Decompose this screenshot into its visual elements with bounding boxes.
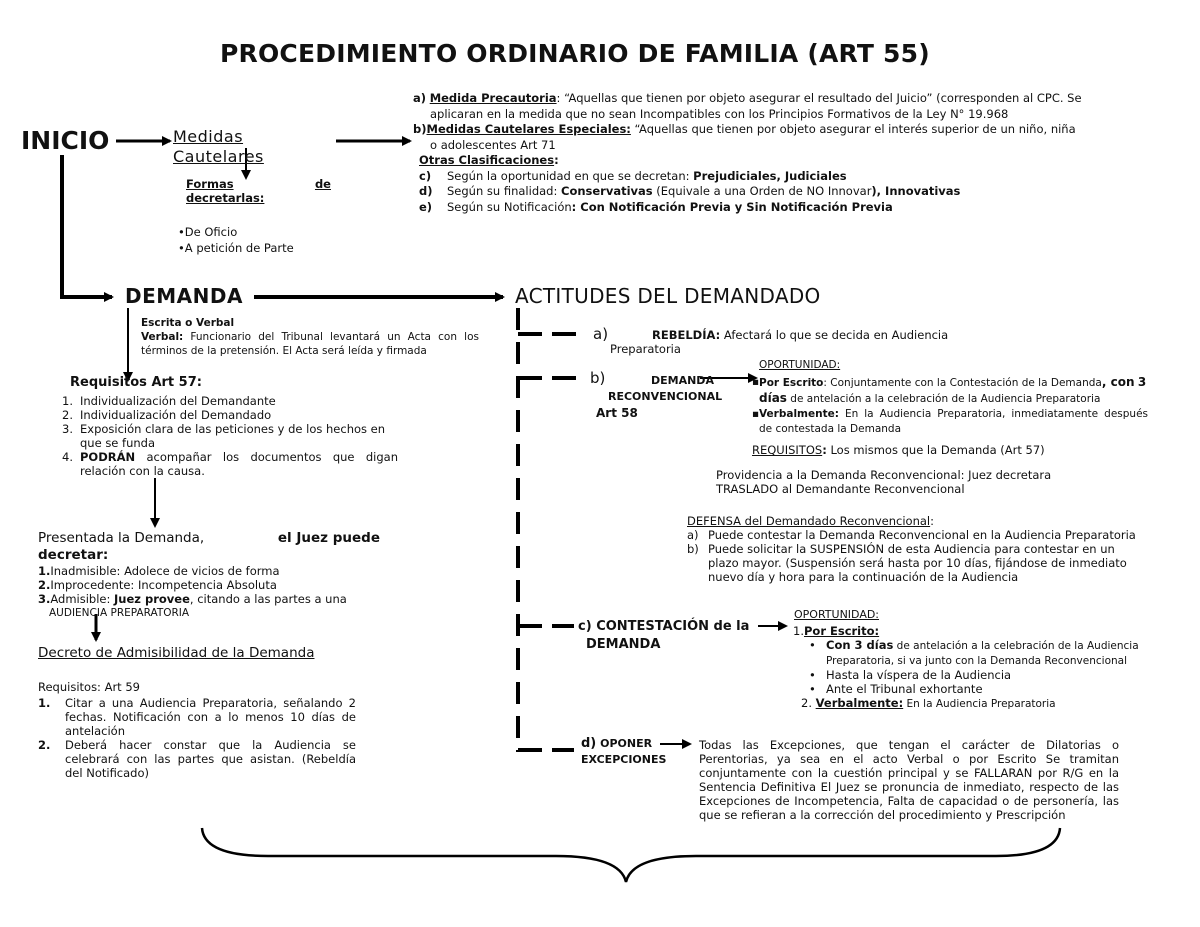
cautelar-block: a) Medida Precautoria: “Aquellas que tienen por objeto asegurar el resultado del Juicio” (corresponden al CPC. Se aplicaran en la medida que no sean Incompatibles con los Principios Formativos de la Ley N° 19.968 b)Medidas Cautelares Especiales: “Aquellas que tienen por objeto asegurar el interés superior de un niño, niña o adolescentes Art 71 Otras Clasificaciones: c) Según la oportunidad en que se decretan: Prejudiciales, Judiciales d) Según su finalidad: Conservativas (Equivale a una Orden de NO Innovar), Innovativas e) Según su Notificación: Con Notificación Previa y Sin Notificación Previa <box>413 91 1082 214</box>
requisitos-heading: Requisitos Art 57: <box>70 375 202 390</box>
list-item: 2. Individualización del Demandado <box>62 408 272 422</box>
inicio-node: INICIO <box>21 126 110 155</box>
contest-node: c) CONTESTACIÓN de la DEMANDA <box>578 619 750 652</box>
medidas-node: Medidas Cautelares <box>173 127 264 166</box>
escrita-block: Escrita o Verbal Verbal: Funcionario del Tribunal levantará un Acta con los términos de la pretensión. El Acta será leída y firmada <box>141 317 479 357</box>
list-item: ▪ Por Escrito: Conjuntamente con la Contestación de la Demanda, con 3 días de antelación a la celebración de la Audiencia Preparatoria <box>752 375 1147 405</box>
decreto-list <box>38 696 356 780</box>
curly-brace <box>202 828 1060 882</box>
list-item: 3. Exposición clara de las peticiones y de los hechos en que se funda <box>62 422 386 450</box>
rebeldia-text2: Preparatoria <box>610 342 681 356</box>
demanda-node: DEMANDA <box>125 284 243 308</box>
rebeldia-letter: a) <box>593 325 609 343</box>
decreto-heading: Decreto de Admisibilidad de la Demanda <box>38 645 315 661</box>
list-item: ▪ Verbalmente: En la Audiencia Preparatoria, inmediatamente después de contestada la Demanda <box>752 408 1148 435</box>
list-item: 1. Citar a una Audiencia Preparatoria, señalando 2 fechas. Notificación con a lo menos 10 días de antelación <box>38 696 356 738</box>
list-item: • Con 3 días de antelación a la celebración de la Audiencia Preparatoria, si va junto con la Demanda Reconvencional <box>809 638 1139 667</box>
reconv-oportunidad: OPORTUNIDAD: <box>759 359 841 371</box>
oponer-node: d) OPONER EXCEPCIONES <box>581 736 667 766</box>
oponer-text: Todas las Excepciones, que tengan el carácter de Dilatorias o Perentorias, ya sea en el acto Verbal o por Escrito Se tramitan conjuntamente con la cuestión principal y se FALLARAN por R/G en la Sentencia Definitiva El Juez se pronuncia de inmediato, respecto de las Excepciones de Incompetencia, Falta de capacidad o de personería, las que se refieran a la corrección del procedimiento y Prescripción <box>699 738 1119 822</box>
rebeldia-text: REBELDÍA: Afectará lo que se decida en Audiencia <box>652 328 949 342</box>
reconv-node: DEMANDA RECONVENCIONAL Art 58 <box>596 374 723 420</box>
formas-heading: Formas de decretarlas: <box>186 177 331 205</box>
contest-list: 1.Por Escrito: • Con 3 días de antelación a la celebración de la Audiencia Preparatoria, si va junto con la Demanda Reconvencional • Hasta la víspera de la Audiencia • Ante el Tribunal exhortante 2. Verbalmente: En la Audiencia Preparatoria <box>793 624 1153 711</box>
decreto-req: Requisitos: Art 59 <box>38 680 140 694</box>
reconv-requisitos: REQUISITOS: Los mismos que la Demanda (Art 57) <box>752 443 1045 457</box>
list-item: a) Puede contestar la Demanda Reconvencional en la Audiencia Preparatoria <box>687 528 1136 542</box>
reconv-letter: b) <box>590 369 606 387</box>
formas-item: •A petición de Parte <box>178 241 294 255</box>
contest-oportunidad: OPORTUNIDAD: <box>794 608 880 621</box>
actitudes-node: ACTITUDES DEL DEMANDADO <box>515 284 821 308</box>
line-inicio-demanda <box>62 155 112 297</box>
list-item: 4. PODRÁN acompañar los documentos que digan relación con la causa. <box>62 450 398 478</box>
reconv-defensa: DEFENSA del Demandado Reconvencional: a) Puede contestar la Demanda Reconvencional en la Audiencia Preparatoria b) Puede solicitar la SUSPENSIÓN de esta Audiencia para contestar en un plazo mayor. (Suspensión será hasta por 10 días, fijándose de inmediato nuevo día y hora para la continuación de la Audiencia <box>687 514 1142 584</box>
list-item: • Hasta la víspera de la Audiencia <box>809 668 1012 682</box>
presentada-block: Presentada la Demanda, el Juez puede decretar: 1.Inadmisible: Adolece de vicios de forma 2.Improcedente: Incompetencia Absoluta 3.Admisible: Juez provee, citando a las partes a una AUDIENCIA PREPARATORIA <box>38 530 380 619</box>
page-title: PROCEDIMIENTO ORDINARIO DE FAMILIA (ART 55) <box>220 39 930 68</box>
list-item: • Ante el Tribunal exhortante <box>809 682 983 696</box>
formas-list <box>178 224 294 256</box>
formas-item: •De Oficio <box>178 225 238 239</box>
reconv-providencia: Providencia a la Demanda Reconvencional: Juez decretara TRASLADO al Demandante Reconvencional <box>716 468 1052 496</box>
requisitos-list <box>62 394 398 478</box>
list-item: 2. Deberá hacer constar que la Audiencia se celebrará con las partes que asistan. (Rebeldía del Notificado) <box>38 738 356 780</box>
list-item: 1. Individualización del Demandante <box>62 394 276 408</box>
reconv-oport-list <box>752 375 1148 437</box>
list-item: b) Puede solicitar la SUSPENSIÓN de esta Audiencia para contestar en un plazo mayor. (Suspensión será hasta por 10 días, fijándose de inmediato nuevo día y hora para la continuación de la Audiencia <box>687 542 1127 584</box>
